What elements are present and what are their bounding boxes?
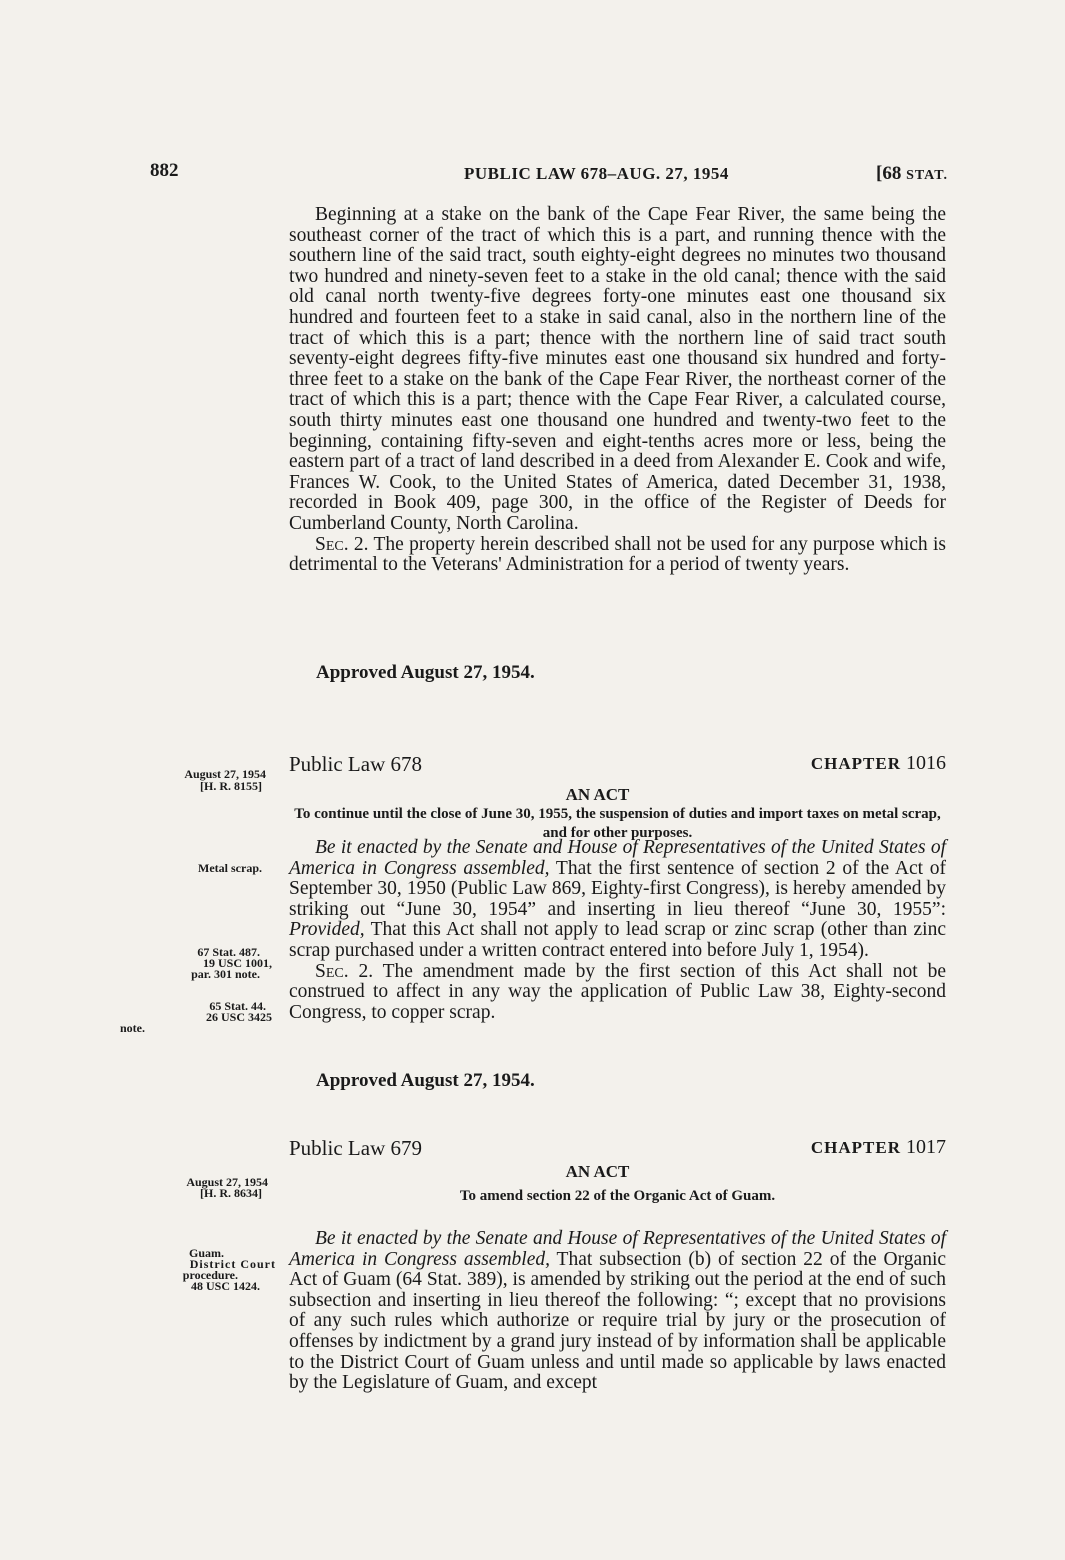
margin-usc-ref-2: 26 USC 3425 (205, 1010, 272, 1024)
public-law-678-title: Public Law 678 (289, 752, 422, 776)
margin-note-2: note. (120, 1021, 145, 1035)
law-678-purpose: To continue until the close of June 30, 1955, the suspension of duties and import taxes on metal scrap, and for other purposes. (294, 806, 941, 841)
section-label: Sec. 2. (315, 533, 369, 555)
chapter-1017-heading (811, 1136, 946, 1159)
law-678-body (289, 838, 946, 1023)
section-text: That subsection (b) of section 22 of the Organic Act of Guam (64 Stat. 389), is amended by striking out the period at the end of such subsection and inserting in lieu thereof the following: “; except that no provisions of any such rules which authorize or require trial by jury or the prosecution of offenses by indictment by a grand jury instead of by information shall be applicable to the District Court of Guam unless and until made so applicable by laws enacted by the Legislature of Guam, and except (289, 1248, 947, 1394)
public-law-679-title: Public Law 679 (289, 1136, 422, 1160)
continued-law-text (289, 205, 946, 576)
margin-bill-679: [H. R. 8634] (200, 1186, 262, 1200)
margin-bill-678: [H. R. 8155] (200, 779, 262, 793)
running-head: PUBLIC LAW 678–AUG. 27, 1954 (464, 164, 729, 183)
chapter-1016-heading (811, 752, 946, 775)
margin-date-679: August 27, 1954 (186, 1175, 268, 1189)
margin-usc-note-1: par. 301 note. (191, 967, 260, 981)
property-description-paragraph: Beginning at a stake on the bank of the Cape Fear River, the same being the southeast corner of the tract of which this is a part, and running thence with the southern line of the said tract, south eighty-eight degrees no minutes two thousand two hundred and ninety-seven feet to a stake in the old canal; thence with the said old canal north twenty-five degrees forty-one minutes east one thousand six hundred and fourteen feet to a stake in said canal, also in the northern line of the tract of which this is a part; thence with the northern line of said tract south seventy-eight degrees fifty-five minutes east one thousand six hundred and forty-three feet to a stake on the bank of the Cape Fear River, the northeast corner of the tract of which this is a part; thence with the Cape Fear River, a calculated course, south thirty minutes east one thousand one hundred and twenty-two feet to the beginning, containing fifty-seven and eight-tenths acres more or less, being the eastern part of a tract of land described in a deed from Alexander E. Cook and wife, Frances W. Cook, to the United States of America, dated December 31, 1938, recorded in Book 409, page 300, in the office of the Register of Deeds for Cumberland County, North Carolina. (289, 204, 946, 534)
margin-topic-district-court: District Court (189, 1257, 276, 1271)
margin-topic-metal-scrap: Metal scrap. (198, 861, 262, 875)
section-text: The property herein described shall not be used for any purpose which is detrimental to the Veterans' Administration for a period of twenty years. (289, 533, 946, 576)
margin-stat-ref-2: 65 Stat. 44. (209, 999, 266, 1013)
margin-topic-procedure: procedure. (182, 1268, 238, 1282)
chapter-word: CHAPTER (810, 754, 901, 773)
margin-usc-ref-3: 48 USC 1424. (190, 1279, 260, 1293)
law-678-section-2 (289, 962, 946, 1024)
section-2-paragraph (289, 535, 946, 576)
enacting-clause: Be it enacted by the Senate and House of Representatives of the United States of America in Congress assembled, (289, 837, 946, 879)
law-679-purpose: To amend section 22 of the Organic Act of Guam. (459, 1188, 776, 1204)
approval-date-678: Approved August 27, 1954. (316, 1070, 535, 1091)
section-text-continued: That this Act shall not apply to lead scrap or zinc scrap (other than zinc scrap purchased under a written contract entered into before July 1, 1954). (289, 919, 946, 961)
an-act-heading-678: AN ACT (565, 785, 630, 804)
proviso-word: Provided, (289, 919, 365, 941)
section-text: That the first sentence of section 2 of the Act of September 30, 1950 (Public Law 869, Eighty-first Congress), is hereby amended by striking out “June 30, 1954” and inserting in lieu thereof “June 30, 1955”: (289, 857, 947, 920)
chapter-word: CHAPTER (810, 1138, 901, 1157)
enacting-clause: Be it enacted by the Senate and House of Representatives of the United States of America in Congress assembled, (289, 1228, 946, 1270)
law-679-section-1 (289, 1229, 946, 1394)
an-act-heading-679: AN ACT (565, 1162, 630, 1181)
stat-label: STAT. (906, 168, 949, 183)
stat-bracket: [68 (876, 163, 907, 184)
margin-stat-ref-1: 67 Stat. 487. (197, 945, 260, 959)
margin-usc-ref-1: 19 USC 1001, (202, 956, 272, 970)
margin-topic-guam: Guam. (188, 1246, 224, 1260)
margin-date-678: August 27, 1954 (184, 767, 266, 781)
law-678-section-1 (289, 838, 946, 962)
section-text: The amendment made by the first section of this Act shall not be construed to affect in any way the application of Public Law 38, Eighty-second Congress, to copper scrap. (289, 960, 946, 1023)
approval-date-previous-law: Approved August 27, 1954. (316, 662, 535, 683)
chapter-number: 1016 (906, 752, 946, 774)
section-label: Sec. 2. (315, 960, 374, 982)
statute-volume-reference (876, 163, 948, 185)
page-number: 882 (150, 160, 179, 181)
law-679-body (289, 1229, 946, 1394)
chapter-number: 1017 (906, 1136, 946, 1158)
